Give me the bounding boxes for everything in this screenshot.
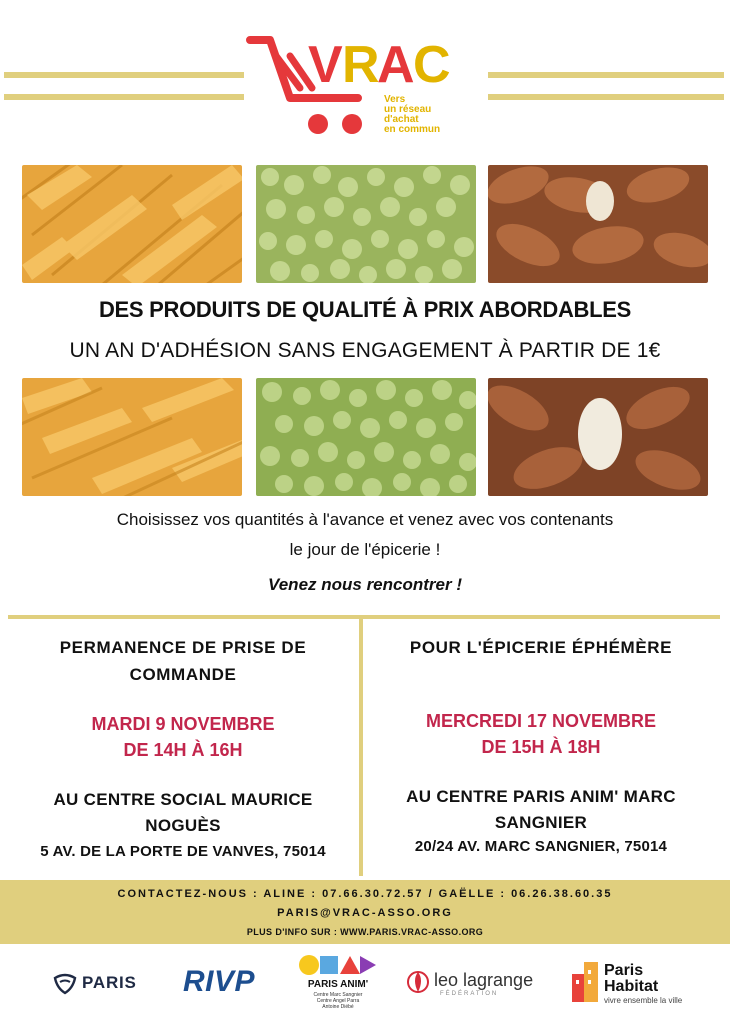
paris-habitat-building-icon — [572, 962, 600, 1002]
photo-almonds — [488, 165, 708, 283]
leo-lagrange-subtitle: FÉDÉRATION — [440, 991, 499, 997]
header-stripe — [4, 94, 244, 100]
header-stripe — [4, 72, 244, 78]
header-stripe — [488, 72, 724, 78]
info-line: le jour de l'épicerie ! — [289, 540, 441, 559]
partner-leo-lagrange-logo — [406, 958, 556, 1010]
venue-address: 5 AV. DE LA PORTE DE VANVES, 75014 — [40, 843, 326, 860]
paris-anim-shapes-icon — [298, 954, 378, 976]
pop-up-grocery-column — [376, 634, 706, 874]
tagline-line: Vers — [384, 94, 406, 105]
svg-text:R: R — [342, 36, 380, 94]
photo-pasta — [22, 378, 242, 496]
paris-wordmark: PARIS — [82, 973, 137, 992]
paris-anim-subtitle: Centre Marc Sangnier — [313, 992, 363, 998]
info-line: Choisissez vos quantités à l'avance et venez avec vos contenants — [116, 510, 614, 529]
venue-name: AU CENTRE PARIS ANIM' MARC — [406, 787, 676, 806]
column-title: POUR L'ÉPICERIE ÉPHÉMÈRE — [409, 638, 673, 657]
venue-name: NOGUÈS — [145, 816, 221, 835]
partner-rivp-logo — [183, 958, 256, 1010]
column-title: COMMANDE — [129, 665, 237, 684]
tagline-line: en commun — [384, 124, 441, 135]
section-divider — [8, 615, 720, 619]
rivp-wordmark: RIVP — [183, 965, 256, 998]
event-time: DE 14H À 16H — [123, 740, 243, 760]
column-divider — [359, 619, 363, 876]
paris-ship-icon — [52, 970, 78, 996]
call-to-action: Venez nous rencontrer ! — [268, 575, 462, 594]
tagline-line: d'achat — [384, 114, 419, 125]
paris-anim-subtitle: Centre Angel Parra — [316, 998, 360, 1004]
venue-address: 20/24 AV. MARC SANGNIER, 75014 — [414, 838, 668, 855]
paris-anim-wordmark: PARIS ANIM' — [307, 979, 369, 990]
paris-habitat-wordmark: Paris — [604, 962, 644, 979]
leo-flame-icon — [406, 968, 430, 996]
paris-habitat-wordmark: Habitat — [604, 978, 659, 995]
contact-phones: CONTACTEZ-NOUS : ALINE : 07.66.30.72.57 / GAËLLE : 06.26.38.60.35 — [117, 888, 613, 900]
headline-title: DES PRODUITS DE QUALITÉ À PRIX ABORDABLES — [98, 297, 632, 322]
partner-paris-anim-logo — [290, 954, 386, 1018]
contact-band — [0, 880, 730, 944]
svg-text:V: V — [308, 36, 343, 94]
tagline-line: un réseau — [384, 104, 432, 115]
venue-name: SANGNIER — [494, 813, 588, 832]
leo-lagrange-wordmark: leo lagrange — [434, 970, 534, 990]
event-date: MERCREDI 17 NOVEMBRE — [425, 711, 657, 731]
logo-tagline — [384, 95, 474, 135]
contact-email[interactable]: PARIS@VRAC-ASSO.ORG — [277, 907, 453, 919]
photo-peas — [256, 378, 476, 496]
partner-paris-habitat-logo — [572, 958, 682, 1010]
event-time: DE 15H À 18H — [481, 737, 601, 757]
paris-anim-subtitle: Antoine Diébé — [322, 1004, 354, 1010]
order-session-column — [18, 634, 348, 874]
contact-website[interactable]: PLUS D'INFO SUR : WWW.PARIS.VRAC-ASSO.ORG — [246, 927, 484, 937]
svg-text:C: C — [413, 36, 451, 94]
photo-peas — [256, 165, 476, 283]
header-stripe — [488, 94, 724, 100]
photo-pasta — [22, 165, 242, 283]
venue-name: AU CENTRE SOCIAL MAURICE — [53, 790, 313, 809]
paris-habitat-subtitle: vivre ensemble la ville — [604, 996, 683, 1005]
svg-text:A: A — [377, 36, 415, 94]
photo-almonds — [488, 378, 708, 496]
column-title: PERMANENCE DE PRISE DE — [59, 638, 307, 657]
headline-subtitle: UN AN D'ADHÉSION SANS ENGAGEMENT À PARTIR DE 1€ — [69, 339, 661, 362]
event-date: MARDI 9 NOVEMBRE — [91, 714, 275, 734]
partner-paris-logo — [52, 958, 148, 1010]
